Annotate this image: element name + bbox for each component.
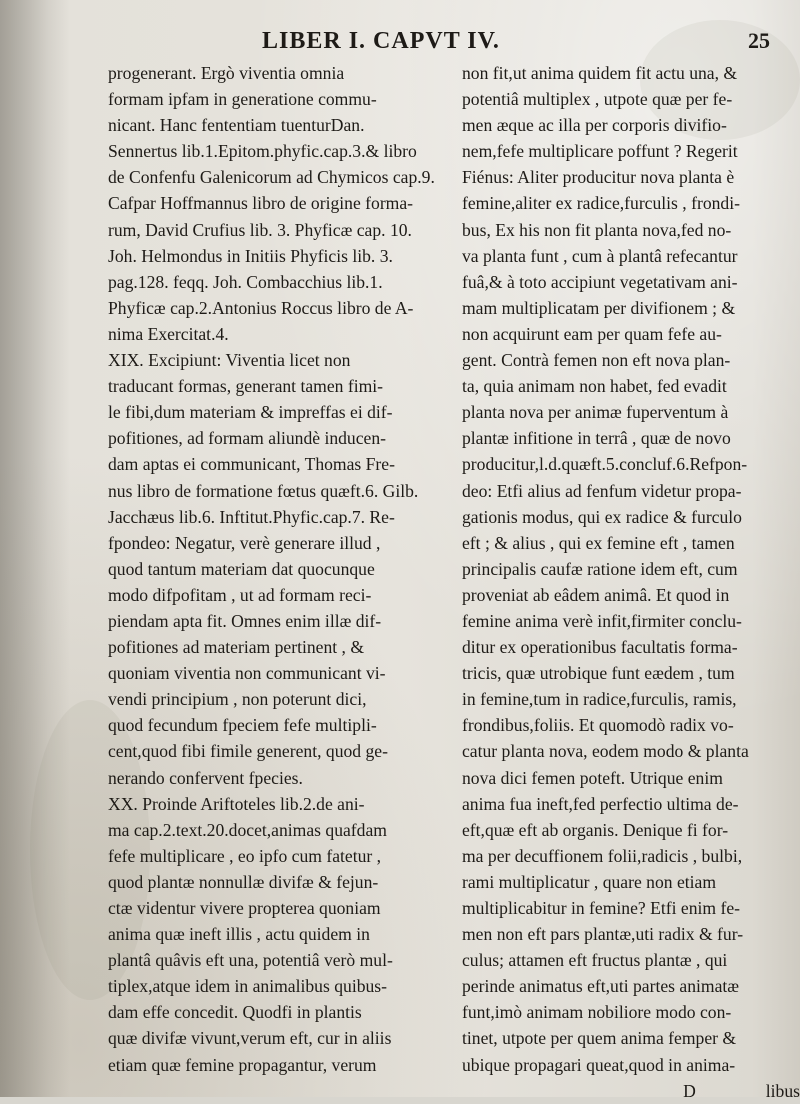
text-line: formam ipfam in generatione commu-	[108, 89, 377, 110]
text-line: culus; attamen eft fructus plantæ , qui	[462, 950, 728, 971]
text-line: mam multiplicatam per divifionem ; &	[462, 297, 736, 318]
text-line: fpondeo: Negatur, verè generare illud ,	[108, 532, 381, 553]
text-line: progenerant. Ergò viventia omnia	[108, 63, 345, 83]
text-line: men æque ac illa per corporis divifio-	[462, 115, 727, 136]
text-line: bus, Ex his non fit planta nova,fed no-	[462, 219, 732, 240]
text-line: potentiâ multiplex , utpote quæ per fe-	[462, 89, 733, 110]
text-line: Joh. Helmondus in Initiis Phyficis lib. 3.	[108, 245, 393, 266]
text-line: gent. Contrà femen non eft nova plan-	[462, 350, 731, 371]
text-line: plantâ quâvis eft una, potentiâ verò mul-	[108, 950, 393, 971]
text-line: rum, David Crufius lib. 3. Phyficæ cap. 10.	[108, 219, 412, 240]
text-line: fuâ,& à toto accipiunt vegetativam ani-	[462, 271, 738, 292]
text-line: producitur,l.d.quæft.5.concluf.6.Refpon-	[462, 454, 748, 475]
text-line: fefe multiplicare , eo ipfo cum fatetur ,	[108, 845, 382, 866]
text-line: Phyficæ cap.2.Antonius Roccus libro de A-	[108, 297, 414, 318]
text-line: quod tantum materiam dat quocunque	[108, 558, 375, 579]
text-line: funt,imò animam nobiliore modo con-	[462, 1002, 732, 1023]
text-line: dam effe concedit. Quodfi in plantis	[108, 1002, 362, 1023]
text-line: dam aptas ei communicant, Thomas Fre-	[108, 454, 395, 475]
text-line: ditur ex operationibus facultatis forma-	[462, 637, 738, 658]
text-line: quod fecundum fpeciem fefe multipli-	[108, 715, 377, 736]
text-line: nus libro de formatione fœtus quæft.6. Gilb.	[108, 480, 419, 501]
text-line: nima Exercitat.4.	[108, 323, 229, 344]
text-line: non acquirunt eam per quam fefe au-	[462, 323, 722, 344]
text-line: pofitiones, ad formam aliundè inducen-	[108, 428, 386, 449]
text-line: Cafpar Hoffmannus libro de origine forma-	[108, 193, 414, 214]
text-line: non fit,ut anima quidem fit actu una, &	[462, 63, 738, 83]
text-line: modo difpofitam , ut ad formam reci-	[108, 584, 372, 605]
text-line: va planta funt , cum à plantâ refecantur	[462, 245, 738, 266]
text-line: planta nova per animæ fuperventum à	[462, 402, 729, 423]
text-line: ubique propagari queat,quod in anima-	[462, 1054, 736, 1075]
text-line: anima fua ineft,fed perfectio ultima de-	[462, 793, 739, 814]
text-line: ta, quia animam non habet, fed evadit	[462, 376, 727, 397]
text-line: pofitiones ad materiam pertinent , &	[108, 637, 365, 658]
text-line: Jacchæus lib.6. Inftitut.Phyfic.cap.7. Re-	[108, 506, 395, 527]
text-line: tricis, quæ utrobique funt eædem , tum	[462, 663, 735, 684]
text-line: plantæ infitione in terrâ , quæ de novo	[462, 428, 731, 449]
page-header	[0, 20, 800, 60]
text-line: nova dici femen poteft. Utrique enim	[462, 767, 723, 788]
text-line: frondibus,foliis. Et quomodò radix vo-	[462, 715, 734, 736]
text-line: pag.128. feqq. Joh. Combacchius lib.1.	[108, 271, 383, 292]
footer-line	[462, 1078, 800, 1104]
right-text-column	[462, 60, 800, 1101]
text-line: femine,aliter ex radice,furculis , frondi-	[462, 193, 740, 214]
text-line: anima quæ ineft illis , actu quidem in	[108, 924, 370, 945]
text-line: tinet, utpote per quem anima femper &	[462, 1028, 737, 1049]
text-line: nicant. Hanc fententiam tuenturDan.	[108, 115, 365, 136]
text-line: proveniat ab eâdem animâ. Et quod in	[462, 584, 730, 605]
text-line: traducant formas, generant tamen fimi-	[108, 376, 384, 397]
text-line: men non eft pars plantæ,uti radix & fur-	[462, 924, 744, 945]
text-line: XIX. Excipiunt: Viventia licet non	[108, 350, 351, 371]
text-line: nerando confervent fpecies.	[108, 767, 303, 788]
text-line: ma per decuffionem folii,radicis , bulbi,	[462, 845, 743, 866]
text-line: Fiénus: Aliter producitur nova planta è	[462, 167, 735, 188]
text-line: Sennertus lib.1.Epitom.phyfic.cap.3.& libro	[108, 141, 417, 162]
left-text-column	[108, 60, 453, 1090]
text-line: gationis modus, qui ex radice & furculo	[462, 506, 742, 527]
text-line: femine anima verè infit,firmiter conclu-	[462, 610, 742, 631]
text-line: vendi principium , non poterunt dici,	[108, 689, 367, 710]
text-line: eft,quæ eft ab organis. Denique fi for-	[462, 819, 729, 840]
text-line: ctæ videntur vivere propterea quoniam	[108, 898, 381, 918]
text-line: de Confenfu Galenicorum ad Chymicos cap.9.	[108, 167, 435, 188]
text-line: piendam apta fit. Omnes enim illæ dif-	[108, 610, 382, 631]
text-line: le fibi,dum materiam & impreffas ei dif-	[108, 402, 393, 423]
text-line: etiam quæ femine propagantur, verum	[108, 1054, 377, 1075]
text-line: ma cap.2.text.20.docet,animas quafdam	[108, 819, 387, 840]
running-head: LIBER I. CAPVT IV.	[262, 28, 500, 54]
text-line: multiplicabitur in femine? Etfi enim fe-	[462, 898, 740, 918]
catchword: libus	[765, 1080, 800, 1101]
text-line: in femine,tum in radice,furculis, ramis,	[462, 689, 737, 710]
text-line: nem,fefe multiplicare poffunt ? Regerit	[462, 141, 738, 162]
text-line: quæ divifæ vivunt,verum eft, cur in aliis	[108, 1028, 392, 1049]
signature-mark: D	[683, 1080, 696, 1101]
text-line: rami multiplicatur , quare non etiam	[462, 871, 717, 892]
page-number: 25	[748, 28, 770, 53]
text-line: quod plantæ nonnullæ divifæ & fejun-	[108, 871, 379, 892]
text-line: tiplex,atque idem in animalibus quibus-	[108, 976, 388, 997]
text-line: quoniam viventia non communicant vi-	[108, 663, 386, 684]
text-line: principalis caufæ ratione idem eft, cum	[462, 558, 738, 579]
text-line: eft ; & alius , qui ex femine eft , tamen	[462, 532, 735, 553]
text-line: XX. Proinde Ariftoteles lib.2.de ani-	[108, 793, 365, 814]
text-line: deo: Etfi alius ad fenfum videtur propa-	[462, 480, 742, 501]
text-line: catur planta nova, eodem modo & planta	[462, 741, 749, 762]
text-line: perinde animatus eft,uti partes animatæ	[462, 976, 740, 997]
text-line: cent,quod fibi fimile generent, quod ge-	[108, 741, 388, 762]
